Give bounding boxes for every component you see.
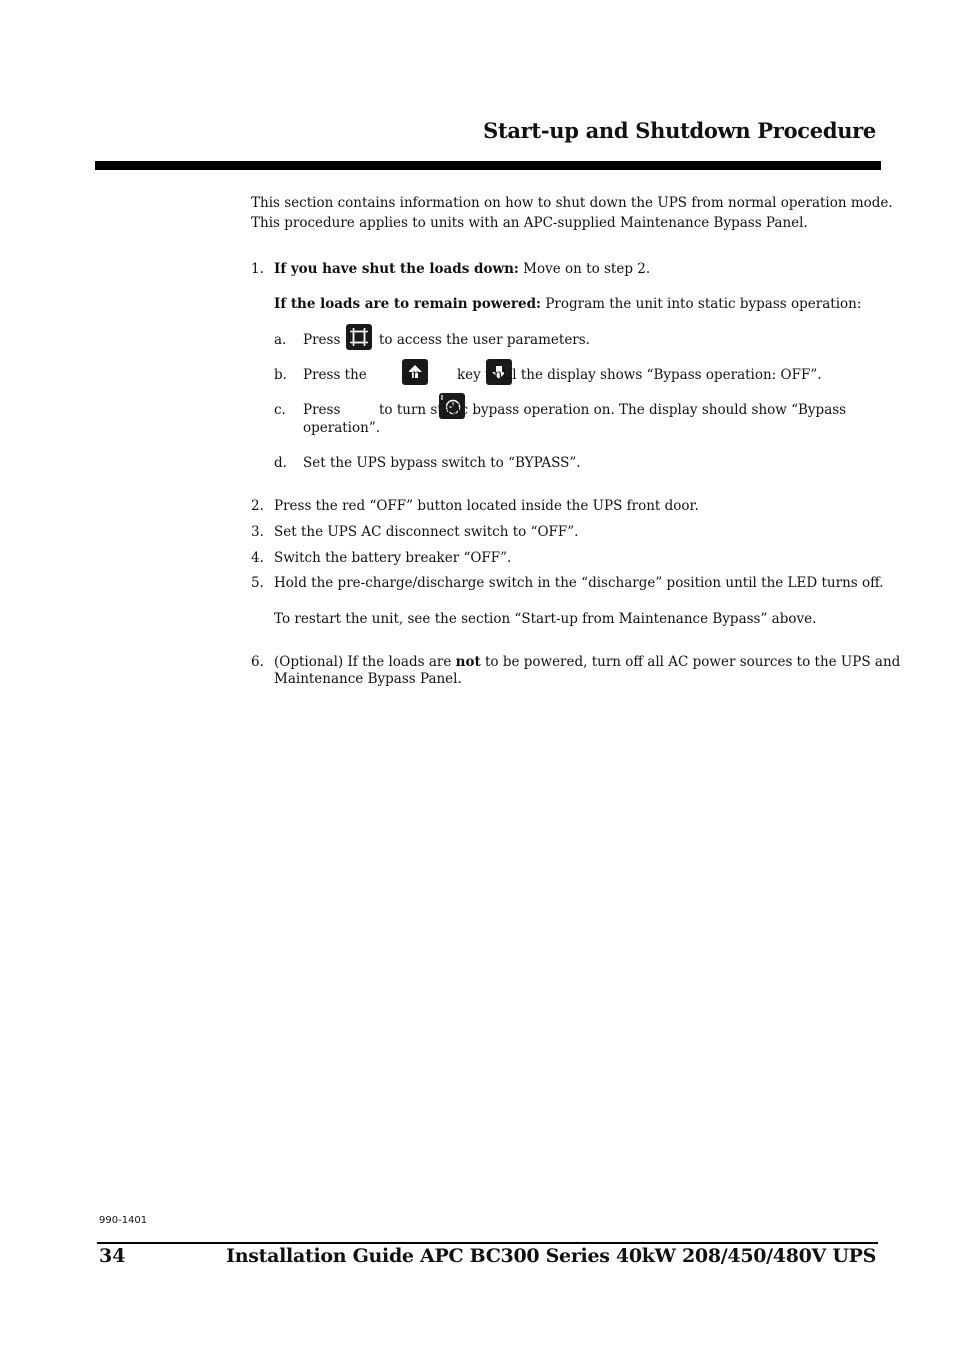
step-3-text: Set the UPS AC disconnect switch to “OFF”. bbox=[274, 524, 579, 540]
step-1-alt-rest: Program the unit into static bypass operation: bbox=[541, 296, 862, 312]
step-5-number: 5. bbox=[251, 575, 264, 591]
step-6-post: to be powered, turn off all AC power sources to the UPS and bbox=[480, 654, 901, 670]
document-number: 990-1401 bbox=[99, 1215, 148, 1226]
step-6-pre: (Optional) If the loads are bbox=[274, 654, 456, 670]
step-6-number: 6. bbox=[251, 654, 264, 670]
intro-line-1: This section contains information on how to shut down the UPS from normal operation mode. bbox=[251, 195, 893, 211]
step-1-lead-bold: If you have shut the loads down: bbox=[274, 261, 519, 277]
sub-a-post: to access the user parameters. bbox=[379, 332, 590, 348]
step-3-number: 3. bbox=[251, 524, 264, 540]
header-rule bbox=[95, 161, 881, 170]
footer-rule bbox=[97, 1242, 878, 1244]
sub-b-letter: b. bbox=[274, 367, 287, 383]
step-1-number: 1. bbox=[251, 261, 264, 277]
sub-b-pre: Press the bbox=[303, 367, 367, 383]
intro-line-2: This procedure applies to units with an APC-supplied Maintenance Bypass Panel. bbox=[251, 215, 808, 231]
sub-b-mid: or bbox=[404, 367, 419, 383]
step-4-text: Switch the battery breaker “OFF”. bbox=[274, 550, 512, 566]
sub-c-post-line-2: operation”. bbox=[303, 420, 381, 436]
step-5-text: Hold the pre-charge/discharge switch in the “discharge” position until the LED turns off. bbox=[274, 575, 884, 591]
step-2-number: 2. bbox=[251, 498, 264, 514]
step-6-bold: not bbox=[455, 654, 481, 670]
page-title: Start-up and Shutdown Procedure bbox=[483, 118, 876, 143]
step-1-lead-rest: Move on to step 2. bbox=[518, 261, 651, 277]
sub-c-pre: Press bbox=[303, 402, 341, 418]
step-5-note: To restart the unit, see the section “Start-up from Maintenance Bypass” above. bbox=[274, 611, 817, 627]
menu-frame-icon bbox=[346, 324, 372, 350]
sub-a-pre: Press bbox=[303, 332, 341, 348]
step-1-text bbox=[274, 261, 650, 278]
step-1-alt-bold: If the loads are to remain powered: bbox=[274, 296, 542, 312]
step-2-text: Press the red “OFF” button located inside the UPS front door. bbox=[274, 498, 699, 514]
sub-c-letter: c. bbox=[274, 402, 286, 418]
sub-c-post: to turn static bypass operation on. The display should show “Bypass bbox=[379, 402, 847, 418]
step-1-alternative bbox=[274, 296, 861, 313]
page-number: 34 bbox=[99, 1245, 126, 1267]
step-6-text bbox=[274, 654, 900, 671]
step-4-number: 4. bbox=[251, 550, 264, 566]
sub-b-post: key until the display shows “Bypass operation: OFF”. bbox=[457, 367, 822, 383]
step-6-line-2: Maintenance Bypass Panel. bbox=[274, 671, 462, 687]
sub-a-letter: a. bbox=[274, 332, 287, 348]
sub-d-text: Set the UPS bypass switch to “BYPASS”. bbox=[303, 455, 581, 471]
footer-title: Installation Guide APC BC300 Series 40kW 208/450/480V UPS bbox=[226, 1245, 876, 1267]
sub-d-letter: d. bbox=[274, 455, 287, 471]
